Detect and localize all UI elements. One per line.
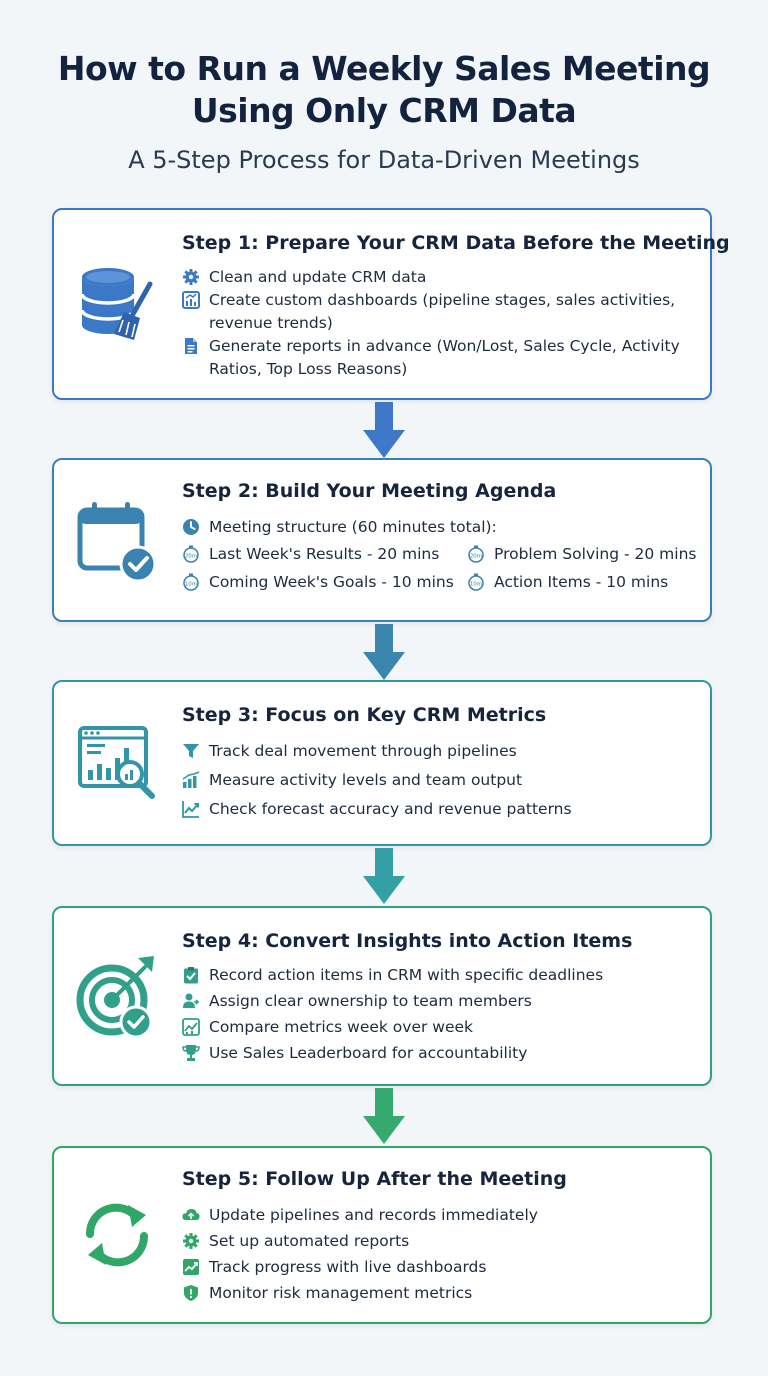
step-2-items <box>182 516 700 594</box>
step-4-title: Step 4: Convert Insights into Action Items <box>182 930 633 952</box>
step-5-items <box>182 1204 700 1305</box>
step-3-title: Step 3: Focus on Key CRM Metrics <box>182 704 547 726</box>
chart-icon <box>182 291 200 309</box>
step-5-item <box>182 1204 700 1227</box>
timer-20-icon <box>467 545 485 563</box>
timer-20-icon <box>182 545 200 563</box>
step-3-item <box>182 740 700 763</box>
step-4-item <box>182 990 700 1013</box>
sync-icon <box>76 1194 158 1276</box>
step-4-items <box>182 964 700 1065</box>
step-5-item <box>182 1256 700 1279</box>
step-1-item <box>182 266 700 289</box>
agenda-item <box>182 571 467 594</box>
trend-chart-icon <box>182 1258 200 1276</box>
gear-icon <box>182 1232 200 1250</box>
timer-label: 20m <box>469 553 483 560</box>
line-chart-icon <box>182 800 200 818</box>
step-2-card <box>52 458 712 622</box>
item-text: Assign clear ownership to team members <box>209 992 532 1010</box>
item-text: Action Items - 10 mins <box>494 573 669 591</box>
document-icon <box>182 337 200 355</box>
arrow-down-icon <box>362 848 406 906</box>
item-text: Record action items in CRM with specific deadlines <box>209 966 604 984</box>
item-text: Use Sales Leaderboard for accountability <box>209 1044 528 1062</box>
shield-icon <box>182 1284 200 1302</box>
item-text: Coming Week's Goals - 10 mins <box>209 573 454 591</box>
timer-label: 20m <box>184 553 198 560</box>
timer-label: 10m <box>469 581 483 588</box>
step-5-title: Step 5: Follow Up After the Meeting <box>182 1168 567 1190</box>
timer-10-icon <box>182 573 200 591</box>
step-1-title: Step 1: Prepare Your CRM Data Before the Meeting <box>182 232 730 254</box>
step-1-item <box>182 335 700 381</box>
trophy-icon <box>182 1044 200 1062</box>
step-4-card <box>52 906 712 1086</box>
calendar-check-icon <box>76 500 158 582</box>
step-5-item <box>182 1230 700 1253</box>
item-text: Set up automated reports <box>209 1232 410 1250</box>
timer-10-icon <box>467 573 485 591</box>
step-3-item <box>182 798 700 821</box>
item-text: Generate reports in advance (Won/Lost, Sales Cycle, Activity Ratios, Top Loss Reasons) <box>209 337 680 378</box>
step-3-item <box>182 769 700 792</box>
arrow-down-icon <box>362 1088 406 1146</box>
step-3-card <box>52 680 712 846</box>
database-broom-icon <box>76 262 158 344</box>
agenda-intro <box>182 516 700 539</box>
item-text: Clean and update CRM data <box>209 268 427 286</box>
cloud-upload-icon <box>182 1206 200 1224</box>
timer-label: 10m <box>184 581 198 588</box>
title-line-1: How to Run a Weekly Sales Meeting <box>57 49 711 88</box>
step-4-item <box>182 1016 700 1039</box>
item-text: Check forecast accuracy and revenue patterns <box>209 800 572 818</box>
agenda-item <box>182 543 467 566</box>
user-assign-icon <box>182 992 200 1010</box>
clipboard-check-icon <box>182 966 200 984</box>
clock-icon <box>182 518 200 536</box>
item-text: Create custom dashboards (pipeline stages, sales activities, revenue trends) <box>209 291 676 332</box>
step-1-items <box>182 266 700 381</box>
step-1-item <box>182 289 700 335</box>
item-text: Meeting structure (60 minutes total): <box>209 518 497 536</box>
item-text: Update pipelines and records immediately <box>209 1206 538 1224</box>
arrow-down-icon <box>362 624 406 682</box>
funnel-icon <box>182 742 200 760</box>
page-title <box>0 48 768 132</box>
item-text: Last Week's Results - 20 mins <box>209 545 440 563</box>
agenda-item <box>467 571 707 594</box>
compare-chart-icon <box>182 1018 200 1036</box>
gear-icon <box>182 268 200 286</box>
bar-chart-icon <box>182 771 200 789</box>
step-2-title: Step 2: Build Your Meeting Agenda <box>182 480 557 502</box>
step-4-item <box>182 964 700 987</box>
item-text: Problem Solving - 20 mins <box>494 545 697 563</box>
page-subtitle: A 5-Step Process for Data-Driven Meetings <box>128 146 640 174</box>
item-text: Compare metrics week over week <box>209 1018 474 1036</box>
arrow-down-icon <box>362 402 406 460</box>
agenda-grid <box>182 543 700 594</box>
title-line-2: Using Only CRM Data <box>191 91 577 130</box>
step-5-card <box>52 1146 712 1324</box>
step-5-item <box>182 1282 700 1305</box>
item-text: Monitor risk management metrics <box>209 1284 473 1302</box>
step-3-items <box>182 740 700 821</box>
agenda-item <box>467 543 707 566</box>
step-4-item <box>182 1042 700 1065</box>
step-1-card <box>52 208 730 400</box>
analytics-magnifier-icon <box>76 722 158 804</box>
target-check-icon <box>76 952 158 1042</box>
item-text: Track deal movement through pipelines <box>209 742 517 760</box>
item-text: Track progress with live dashboards <box>209 1258 487 1276</box>
item-text: Measure activity levels and team output <box>209 771 523 789</box>
